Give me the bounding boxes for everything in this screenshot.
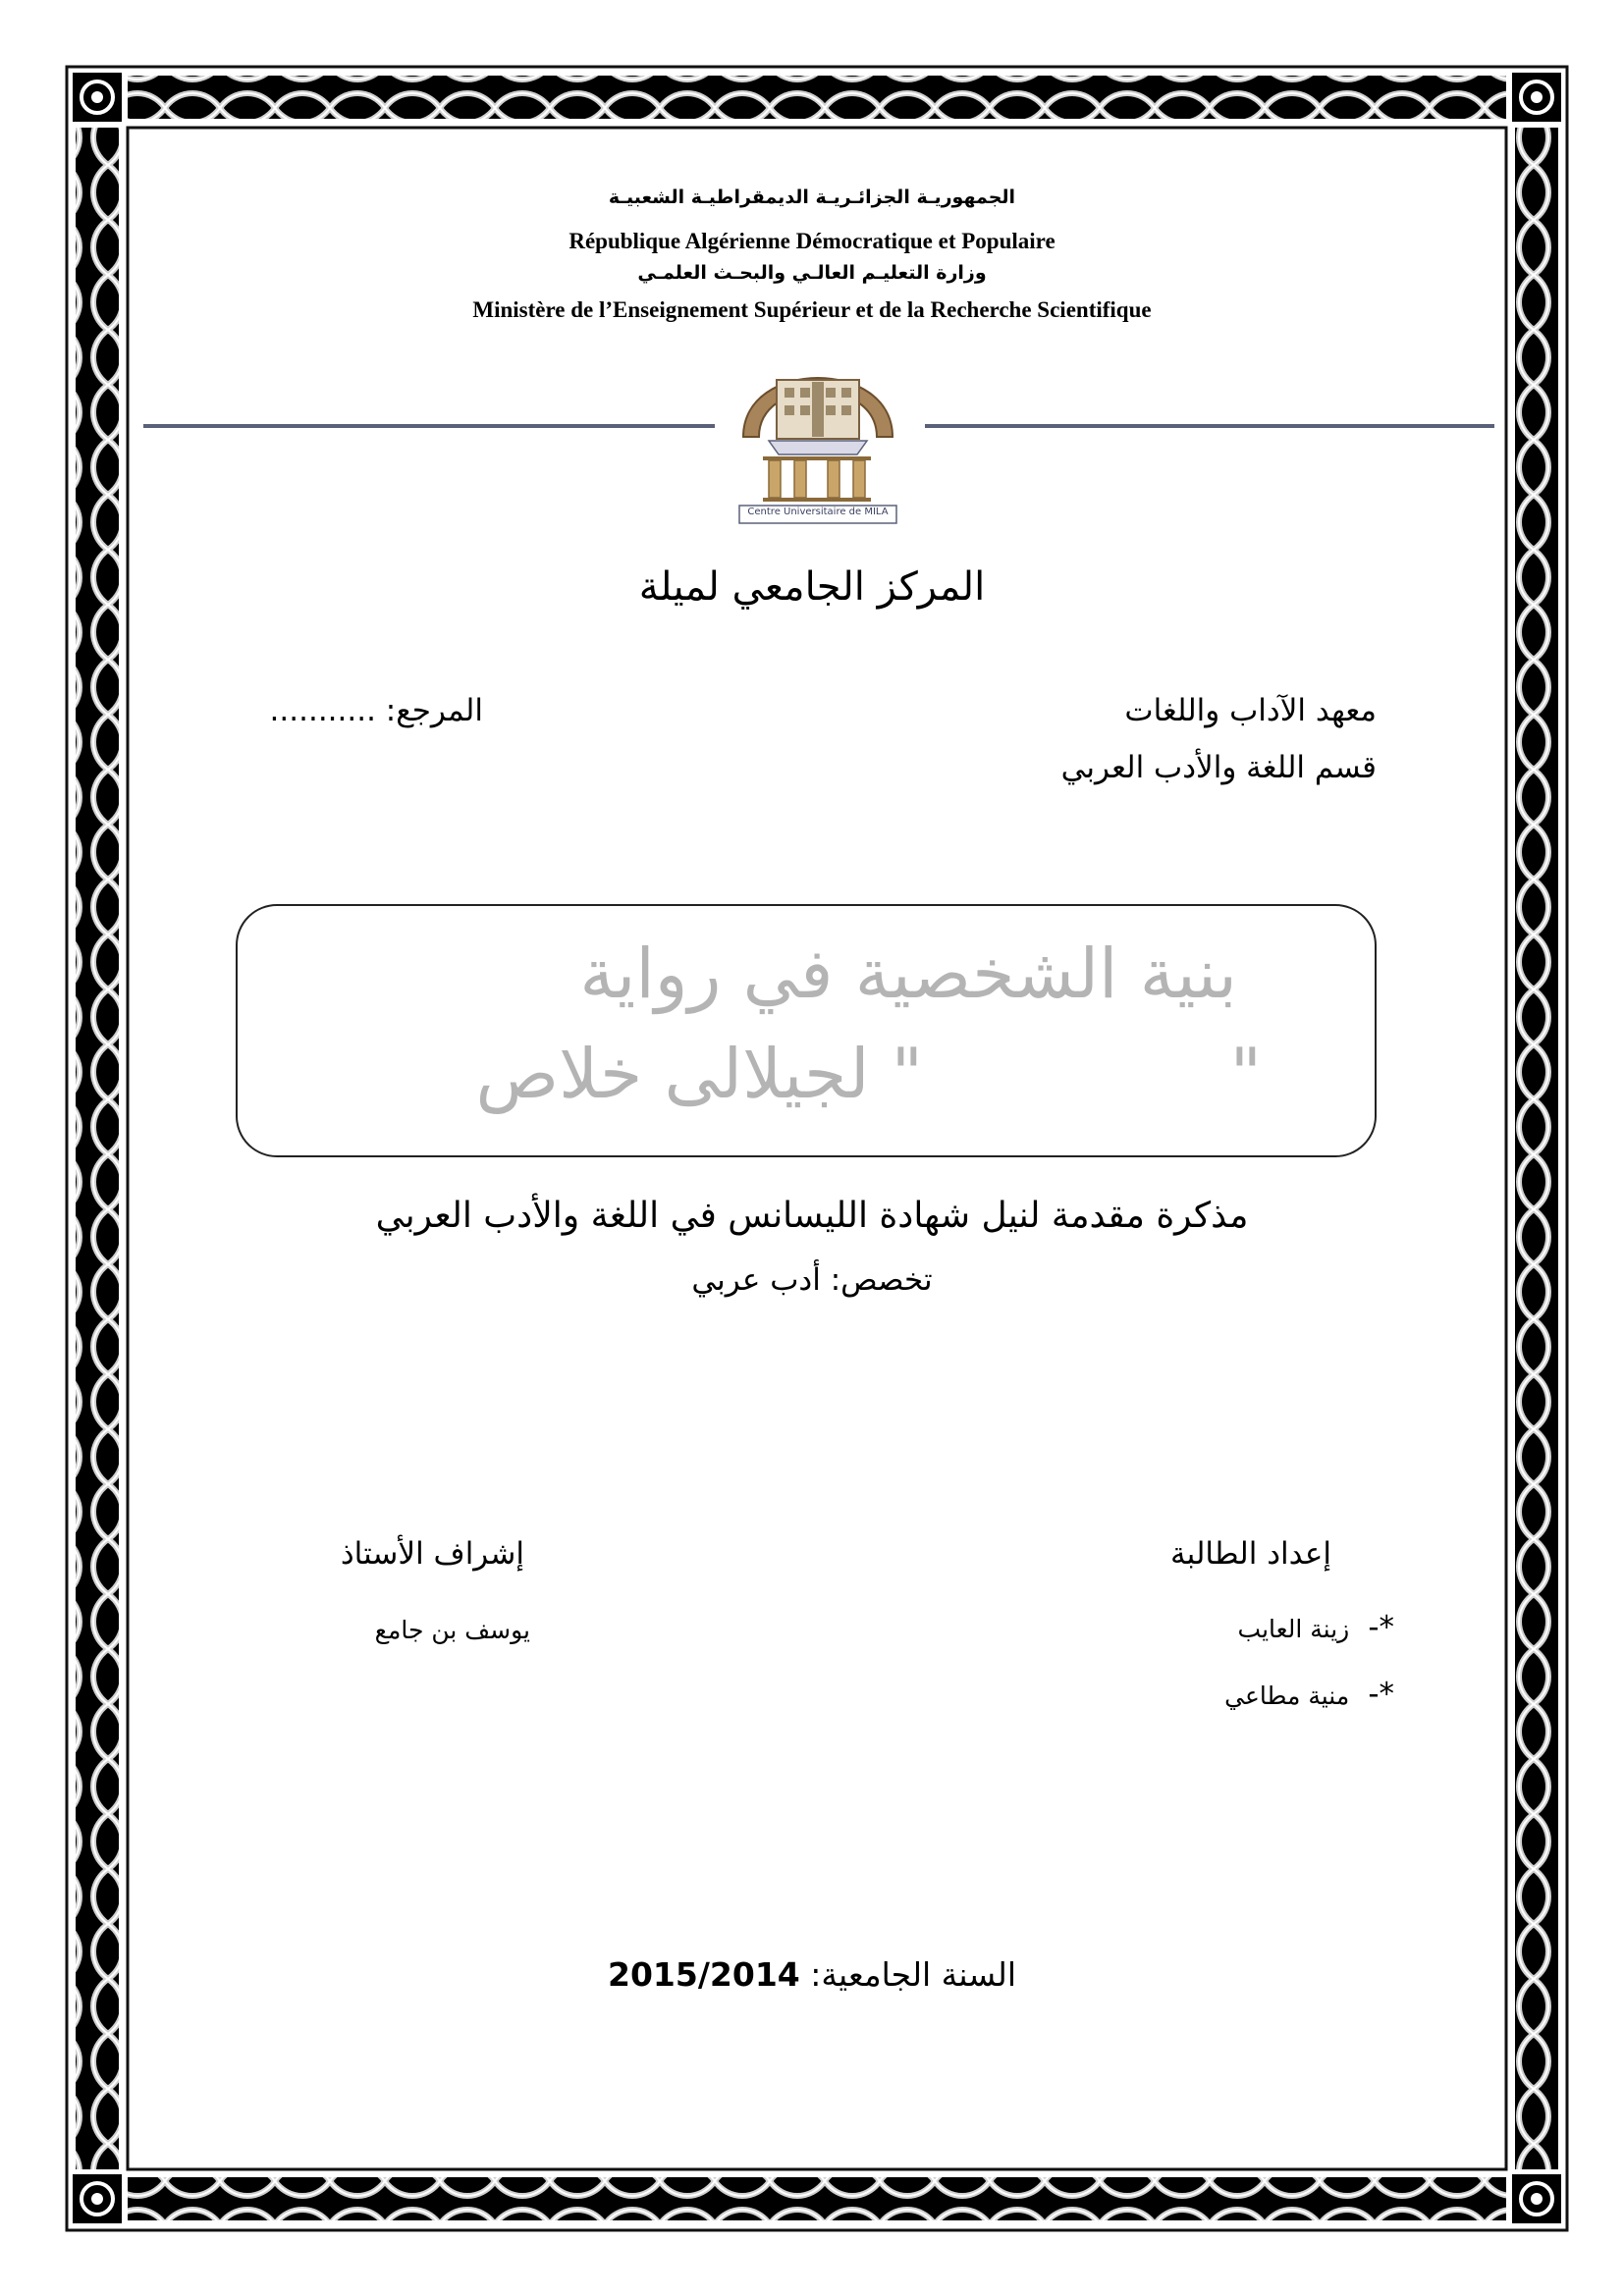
- thesis-title-box: [236, 904, 1377, 1157]
- republic-french: République Algérienne Démocratique et Populaire: [568, 229, 1056, 253]
- student-name: منية مطاعي: [1224, 1682, 1350, 1710]
- university-name: المركز الجامعي لميلة: [638, 564, 986, 610]
- logo-caption: Centre Universitaire de MILA: [747, 507, 889, 517]
- student-name: زينة العايب: [1237, 1615, 1350, 1643]
- header-rule-right: [925, 424, 1494, 428]
- student-marker: *-: [1368, 1610, 1394, 1645]
- department-name: قسم اللغة والأدب العربي: [1060, 750, 1377, 785]
- supervisor-heading: إشراف الأستاذ: [340, 1536, 524, 1572]
- student-entry: [1238, 1610, 1394, 1645]
- thesis-title-open-quote: ": [1229, 1034, 1262, 1114]
- university-logo: [730, 339, 906, 525]
- specialty: تخصص: أدب عربي: [691, 1262, 933, 1298]
- supervisor-name: يوسف بن جامع: [374, 1616, 530, 1644]
- academic-year: [295, 1955, 1329, 1994]
- ministry-arabic: وزارة التعليـم العالـي والبحـث العلمـي: [637, 262, 987, 284]
- thesis-title-line-2: " لجيلالى خلاص: [475, 1034, 923, 1114]
- thesis-title-line-1: بنية الشخصية في رواية: [579, 934, 1237, 1014]
- degree-statement: مذكرة مقدمة لنيل شهادة الليسانس في اللغة والأدب العربي: [375, 1196, 1249, 1236]
- academic-year-label: السنة الجامعية:: [810, 1955, 1016, 1994]
- students-heading: إعداد الطالبة: [1169, 1536, 1331, 1572]
- academic-year-value: 2015/2014: [608, 1955, 800, 1994]
- republic-arabic: الجمهوريـة الجزائـريـة الديمقراطيـة الشعبيـة: [608, 187, 1016, 208]
- student-marker: *-: [1368, 1677, 1394, 1712]
- student-entry: [1224, 1677, 1394, 1712]
- reference-number: المرجع: ...........: [269, 693, 483, 728]
- institute-name: معهد الآداب واللغات: [1124, 693, 1377, 728]
- university-building-emblem: [730, 339, 906, 525]
- header-rule-left: [143, 424, 715, 428]
- ministry-french: Ministère de l’Enseignement Supérieur et de la Recherche Scientifique: [472, 297, 1152, 322]
